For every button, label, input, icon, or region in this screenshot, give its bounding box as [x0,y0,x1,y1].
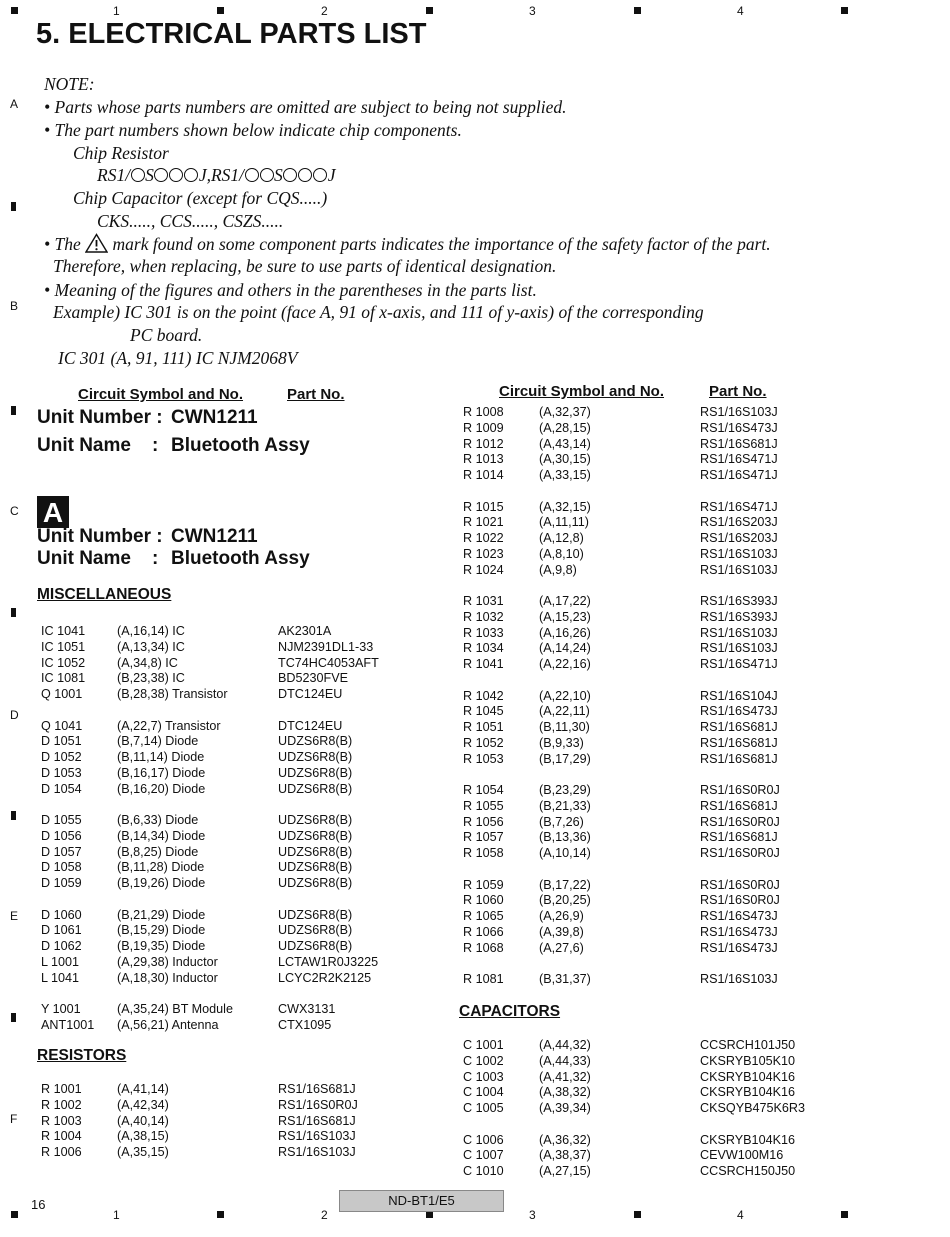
register-mark [217,7,224,14]
circuit-symbol-cell: R 1054 [463,783,504,797]
location-cell: (A,41,32) [539,1069,591,1084]
part-number-cell: RS1/16S203J [700,531,778,546]
note-line: Chip Capacitor (except for CQS.....) [73,188,328,208]
circle-placeholder-icon [298,168,312,182]
part-number-cell: RS1/16S393J [700,594,778,608]
unit-number-label: Unit Number : [37,526,163,547]
part-number-cell: RS1/16S103J [700,562,778,577]
part-number-cell: RS1/16S471J [700,468,778,483]
circle-placeholder-icon [154,168,168,182]
part-number-cell: UDZS6R8(B) [278,828,353,843]
location-cell: (A,18,30) Inductor [117,970,218,985]
location-cell: (A,38,15) [117,1129,169,1144]
circuit-symbol-cell: R 1032 [463,609,504,624]
circuit-symbol-header: Circuit Symbol and No. [78,386,244,403]
location-cell: (A,36,32) [539,1132,591,1147]
part-number-cell: RS1/16S681J [278,1113,356,1128]
code-text: J,RS1/ [198,165,245,185]
location-cell: (B,23,38) IC [117,671,185,686]
part-number-cell: RS1/16S104J [700,688,778,703]
row-letter: A [10,97,19,111]
part-number-cell: TC74HC4053AFT [278,655,379,670]
circuit-symbol-cell: R 1008 [463,405,504,419]
capacitors-section-title: CAPACITORS [459,1003,561,1020]
circuit-symbol-cell: C 1003 [463,1069,504,1084]
circuit-symbol-cell: R 1031 [463,594,504,608]
location-cell: (A,35,15) [117,1145,169,1160]
part-number-cell: UDZS6R8(B) [278,907,353,922]
part-number-cell: RS1/16S0R0J [700,893,780,908]
circuit-symbol-cell: Q 1001 [41,687,83,702]
part-number-cell: RS1/16S681J [700,735,778,750]
location-cell: (A,29,38) Inductor [117,954,218,969]
circuit-symbol-cell: D 1056 [41,828,82,843]
location-cell: (A,30,15) [539,452,591,467]
part-number-cell: DTC124EU [278,687,343,702]
location-cell: (A,39,34) [539,1101,591,1116]
circuit-symbol-cell: R 1009 [463,420,504,435]
location-cell: (A,22,10) [539,688,591,703]
note-line: IC 301 (A, 91, 111) IC NJM2068V [58,348,298,368]
row-letter: C [10,504,19,518]
register-mark [426,1211,433,1218]
circuit-symbol-cell: R 1004 [41,1129,82,1144]
location-cell: (A,13,34) IC [117,639,185,654]
location-cell: (B,28,38) Transistor [117,687,228,702]
part-number-cell: UDZS6R8(B) [278,734,353,749]
unit-name-value: Bluetooth Assy [171,435,310,456]
part-number-cell: RS1/16S473J [700,420,778,435]
misc-section-title: MISCELLANEOUS [37,586,172,603]
part-number-cell: UDZS6R8(B) [278,813,353,827]
unit-number-value: CWN1211 [171,526,258,547]
circle-placeholder-icon [245,168,259,182]
unit-name-colon: : [152,435,159,456]
location-cell: (A,22,16) [539,657,591,672]
part-number-cell: RS1/16S0R0J [700,877,780,892]
circuit-symbol-cell: R 1057 [463,830,504,845]
circuit-symbol-cell: R 1045 [463,704,504,719]
circuit-symbol-cell: R 1024 [463,562,504,577]
circuit-symbol-cell: R 1060 [463,893,504,908]
part-number-cell: RS1/16S103J [700,972,778,986]
part-number-cell: AK2301A [278,624,332,638]
location-cell: (A,32,37) [539,405,591,419]
part-number-cell: CCSRCH150J50 [700,1164,796,1179]
circuit-symbol-cell: R 1001 [41,1082,82,1096]
part-number-cell: CTX1095 [278,1017,332,1032]
circle-placeholder-icon [313,168,327,182]
circuit-symbol-cell: C 1001 [463,1038,504,1052]
location-cell: (A,39,8) [539,924,584,939]
note-text: • The [44,234,81,254]
circuit-symbol-cell: C 1010 [463,1164,504,1179]
warning-triangle-icon [85,233,108,253]
circuit-symbol-cell: IC 1052 [41,655,86,670]
part-number-cell: UDZS6R8(B) [278,781,353,796]
row-letter: F [10,1112,18,1126]
circuit-symbol-cell: R 1065 [463,909,504,924]
resistors-section-title: RESISTORS [37,1047,127,1064]
circuit-symbol-cell: R 1068 [463,940,504,955]
location-cell: (B,9,33) [539,735,584,750]
circuit-symbol-cell: D 1060 [41,907,82,922]
part-number-cell: RS1/16S471J [700,657,778,672]
circuit-symbol-cell: ANT1001 [41,1017,95,1032]
circuit-symbol-header: Circuit Symbol and No. [499,383,665,400]
part-number-cell: CKSRYB104K16 [700,1069,795,1084]
unit-name-label: Unit Name [37,548,131,569]
part-number-cell: UDZS6R8(B) [278,876,353,891]
part-number-cell: RS1/16S473J [700,940,778,955]
model-footer: ND-BT1/E5 [339,1190,504,1212]
part-number-cell: RS1/16S681J [278,1082,356,1096]
part-number-cell: RS1/16S473J [700,704,778,719]
location-cell: (B,11,14) Diode [117,750,205,765]
column-tick: 3 [529,4,536,18]
location-cell: (A,42,34) [117,1097,169,1112]
circuit-symbol-cell: D 1053 [41,765,82,780]
circuit-symbol-cell: R 1034 [463,641,504,656]
location-cell: (A,26,9) [539,909,584,924]
location-cell: (A,41,14) [117,1082,169,1096]
location-cell: (A,11,11) [539,515,589,530]
note-line: CKS....., CCS....., CSZS..... [97,211,284,231]
part-number-cell: UDZS6R8(B) [278,939,353,954]
location-cell: (B,17,29) [539,751,591,766]
location-cell: (A,56,21) Antenna [117,1017,219,1032]
location-cell: (A,44,33) [539,1053,591,1068]
code-text: RS1/ [97,165,131,185]
circuit-symbol-cell: R 1066 [463,924,504,939]
note-line: • The part numbers shown below indicate chip components. [44,120,462,140]
circuit-symbol-cell: R 1033 [463,625,504,640]
circle-placeholder-icon [184,168,198,182]
circuit-symbol-cell: R 1056 [463,814,504,829]
part-number-cell: CWX3131 [278,1002,336,1016]
part-number-cell: UDZS6R8(B) [278,860,353,875]
register-mark [11,608,16,617]
location-cell: (A,33,15) [539,468,591,483]
part-number-cell: RS1/16S103J [700,625,778,640]
note-line: PC board. [130,325,203,345]
register-mark [426,7,433,14]
location-cell: (B,19,35) Diode [117,939,206,954]
location-cell: (B,11,30) [539,720,590,735]
part-number-cell: RS1/16S0R0J [700,783,780,797]
circuit-symbol-cell: R 1015 [463,499,504,514]
page-title: 5. ELECTRICAL PARTS LIST [36,18,427,50]
part-number-cell: RS1/16S471J [700,499,778,514]
circuit-symbol-cell: D 1052 [41,750,82,765]
part-number-cell: CCSRCH101J50 [700,1038,796,1052]
circuit-symbol-cell: D 1058 [41,860,82,875]
part-number-cell: NJM2391DL1-33 [278,639,374,654]
location-cell: (A,40,14) [117,1113,169,1128]
part-no-header: Part No. [287,386,345,403]
circuit-symbol-cell: IC 1081 [41,671,86,686]
location-cell: (A,44,32) [539,1038,591,1052]
circuit-symbol-cell: R 1022 [463,531,504,546]
circuit-symbol-cell: R 1003 [41,1113,82,1128]
register-mark [11,7,18,14]
note-line: Therefore, when replacing, be sure to use parts of identical designation. [53,256,557,276]
circuit-symbol-cell: R 1014 [463,468,504,483]
circuit-symbol-cell: IC 1041 [41,624,86,638]
part-number-cell: UDZS6R8(B) [278,765,353,780]
circle-placeholder-icon [169,168,183,182]
register-mark [217,1211,224,1218]
note-line: • Parts whose parts numbers are omitted are subject to being not supplied. [44,97,567,117]
location-cell: (A,15,23) [539,609,591,624]
location-cell: (B,15,29) Diode [117,923,206,938]
location-cell: (A,34,8) IC [117,655,178,670]
location-cell: (A,16,14) IC [117,624,185,638]
register-mark [841,1211,848,1218]
circuit-symbol-cell: R 1041 [463,657,504,672]
note-line: Example) IC 301 is on the point (face A, 91 of x-axis, and 111 of y-axis) of the corresponding [53,302,704,322]
part-number-cell: RS1/16S0R0J [700,814,780,829]
location-cell: (B,19,26) Diode [117,876,206,891]
circuit-symbol-cell: R 1002 [41,1097,82,1112]
code-text: S [145,165,154,185]
part-number-cell: RS1/16S681J [700,436,778,451]
part-number-cell: RS1/16S471J [700,452,778,467]
location-cell: (A,38,37) [539,1148,591,1163]
register-mark [11,202,16,211]
part-number-cell: CEVW100M16 [700,1148,784,1163]
part-number-cell: RS1/16S103J [700,641,778,656]
location-cell: (A,16,26) [539,625,591,640]
register-mark [11,1211,18,1218]
circuit-symbol-cell: R 1058 [463,846,504,861]
part-no-header: Part No. [709,383,767,400]
part-number-cell: UDZS6R8(B) [278,923,353,938]
note-text: mark found on some component parts indicates the importance of the safety factor of the part. [112,234,771,254]
location-cell: (A,9,8) [539,562,577,577]
column-tick: 1 [113,4,120,18]
circle-placeholder-icon [283,168,297,182]
location-cell: (B,14,34) Diode [117,828,206,843]
circuit-symbol-cell: R 1042 [463,688,504,703]
part-number-cell: RS1/16S203J [700,515,778,530]
row-letter: D [10,708,19,722]
note-line: • Meaning of the figures and others in the parentheses in the parts list. [44,280,537,300]
location-cell: (B,13,36) [539,830,591,845]
circuit-symbol-cell: L 1041 [41,970,80,985]
register-mark [11,811,16,820]
part-number-cell: RS1/16S681J [700,830,778,845]
safety-note-line [44,233,771,255]
part-number-cell: RS1/16S0R0J [700,846,780,861]
location-cell: (B,7,26) [539,814,584,829]
part-number-cell: RS1/16S103J [278,1129,356,1144]
part-number-cell: CKSRYB104K16 [700,1132,795,1147]
location-cell: (A,32,15) [539,499,591,514]
part-number-cell: RS1/16S393J [700,609,778,624]
unit-name-value: Bluetooth Assy [171,548,310,569]
location-cell: (B,8,25) Diode [117,844,199,859]
circuit-symbol-cell: C 1006 [463,1132,504,1147]
circuit-symbol-cell: D 1057 [41,844,82,859]
location-cell: (B,17,22) [539,877,591,892]
column-tick: 2 [321,4,328,18]
part-number-cell: UDZS6R8(B) [278,750,353,765]
part-number-cell: BD5230FVE [278,671,349,686]
note-line: Chip Resistor [73,143,169,163]
location-cell: (B,21,29) Diode [117,907,206,922]
circuit-symbol-cell: R 1021 [463,515,504,530]
part-number-cell: UDZS6R8(B) [278,844,353,859]
part-number-cell: RS1/16S681J [700,798,778,813]
register-mark [634,1211,641,1218]
location-cell: (A,28,15) [539,420,591,435]
part-number-cell: RS1/16S0R0J [278,1097,358,1112]
part-number-cell: CKSRYB104K16 [700,1085,795,1100]
unit-name-colon: : [152,548,159,569]
circuit-symbol-cell: R 1012 [463,436,504,451]
circuit-symbol-cell: L 1001 [41,954,80,969]
column-tick: 3 [529,1208,536,1222]
location-cell: (B,20,25) [539,893,591,908]
circuit-symbol-cell: IC 1051 [41,639,86,654]
circuit-symbol-cell: R 1055 [463,798,504,813]
note-label: NOTE: [44,74,95,94]
circuit-symbol-cell: Q 1041 [41,718,83,733]
circuit-symbol-cell: D 1051 [41,734,82,749]
circuit-symbol-cell: R 1023 [463,546,504,561]
location-cell: (B,31,37) [539,972,591,986]
register-mark [11,406,16,415]
part-number-cell: RS1/16S681J [700,720,778,735]
location-cell: (B,11,28) Diode [117,860,205,875]
circuit-symbol-cell: D 1059 [41,876,82,891]
location-cell: (B,7,14) Diode [117,734,199,749]
location-cell: (A,35,24) BT Module [117,1002,233,1016]
location-cell: (B,21,33) [539,798,591,813]
part-number-cell: RS1/16S473J [700,924,778,939]
location-cell: (B,16,20) Diode [117,781,206,796]
code-text: J [327,165,336,185]
location-cell: (B,16,17) Diode [117,765,206,780]
circuit-symbol-cell: R 1081 [463,972,504,986]
circuit-symbol-cell: D 1054 [41,781,82,796]
circuit-symbol-cell: D 1061 [41,923,82,938]
row-letter: E [10,909,19,923]
part-number-cell: LCYC2R2K2125 [278,970,372,985]
location-cell: (A,27,6) [539,940,584,955]
circuit-symbol-cell: R 1051 [463,720,504,735]
location-cell: (A,14,24) [539,641,591,656]
part-number-cell: RS1/16S473J [700,909,778,924]
code-text: S [274,165,283,185]
circuit-symbol-cell: D 1062 [41,939,82,954]
circuit-symbol-cell: C 1007 [463,1148,504,1163]
register-mark [11,1013,16,1022]
part-number-cell: RS1/16S103J [700,405,778,419]
location-cell: (A,38,32) [539,1085,591,1100]
part-number-cell: CKSRYB105K10 [700,1053,795,1068]
row-letter: B [10,299,19,313]
location-cell: (A,10,14) [539,846,591,861]
circuit-symbol-cell: R 1006 [41,1145,82,1160]
circle-placeholder-icon [260,168,274,182]
location-cell: (B,23,29) [539,783,591,797]
register-mark [841,7,848,14]
location-cell: (A,22,11) [539,704,590,719]
column-tick: 1 [113,1208,120,1222]
part-number-cell: DTC124EU [278,718,343,733]
part-number-cell: LCTAW1R0J3225 [278,954,379,969]
part-number-cell: RS1/16S103J [278,1145,356,1160]
page-number: 16 [31,1197,46,1212]
location-cell: (A,12,8) [539,531,584,546]
circuit-symbol-cell: R 1052 [463,735,504,750]
part-number-cell: CKSQYB475K6R3 [700,1101,806,1116]
circuit-symbol-cell: Y 1001 [41,1002,81,1016]
circuit-symbol-cell: R 1059 [463,877,504,892]
circuit-symbol-cell: R 1053 [463,751,504,766]
part-number-cell: RS1/16S681J [700,751,778,766]
location-cell: (A,17,22) [539,594,591,608]
circuit-symbol-cell: C 1002 [463,1053,504,1068]
column-tick: 4 [737,4,744,18]
unit-number-value: CWN1211 [171,407,258,428]
location-cell: (A,43,14) [539,436,591,451]
board-letter-badge: A [37,496,69,528]
circle-placeholder-icon [131,168,145,182]
circuit-symbol-cell: R 1013 [463,452,504,467]
register-mark [634,7,641,14]
part-number-cell: RS1/16S103J [700,546,778,561]
location-cell: (A,8,10) [539,546,584,561]
location-cell: (B,6,33) Diode [117,813,199,827]
location-cell: (A,27,15) [539,1164,591,1179]
unit-number-label: Unit Number : [37,407,163,428]
column-tick: 4 [737,1208,744,1222]
column-tick: 2 [321,1208,328,1222]
location-cell: (A,22,7) Transistor [117,718,221,733]
circuit-symbol-cell: D 1055 [41,813,82,827]
unit-name-label: Unit Name [37,435,131,456]
resistor-code-line [97,165,336,186]
circuit-symbol-cell: C 1005 [463,1101,504,1116]
circuit-symbol-cell: C 1004 [463,1085,504,1100]
